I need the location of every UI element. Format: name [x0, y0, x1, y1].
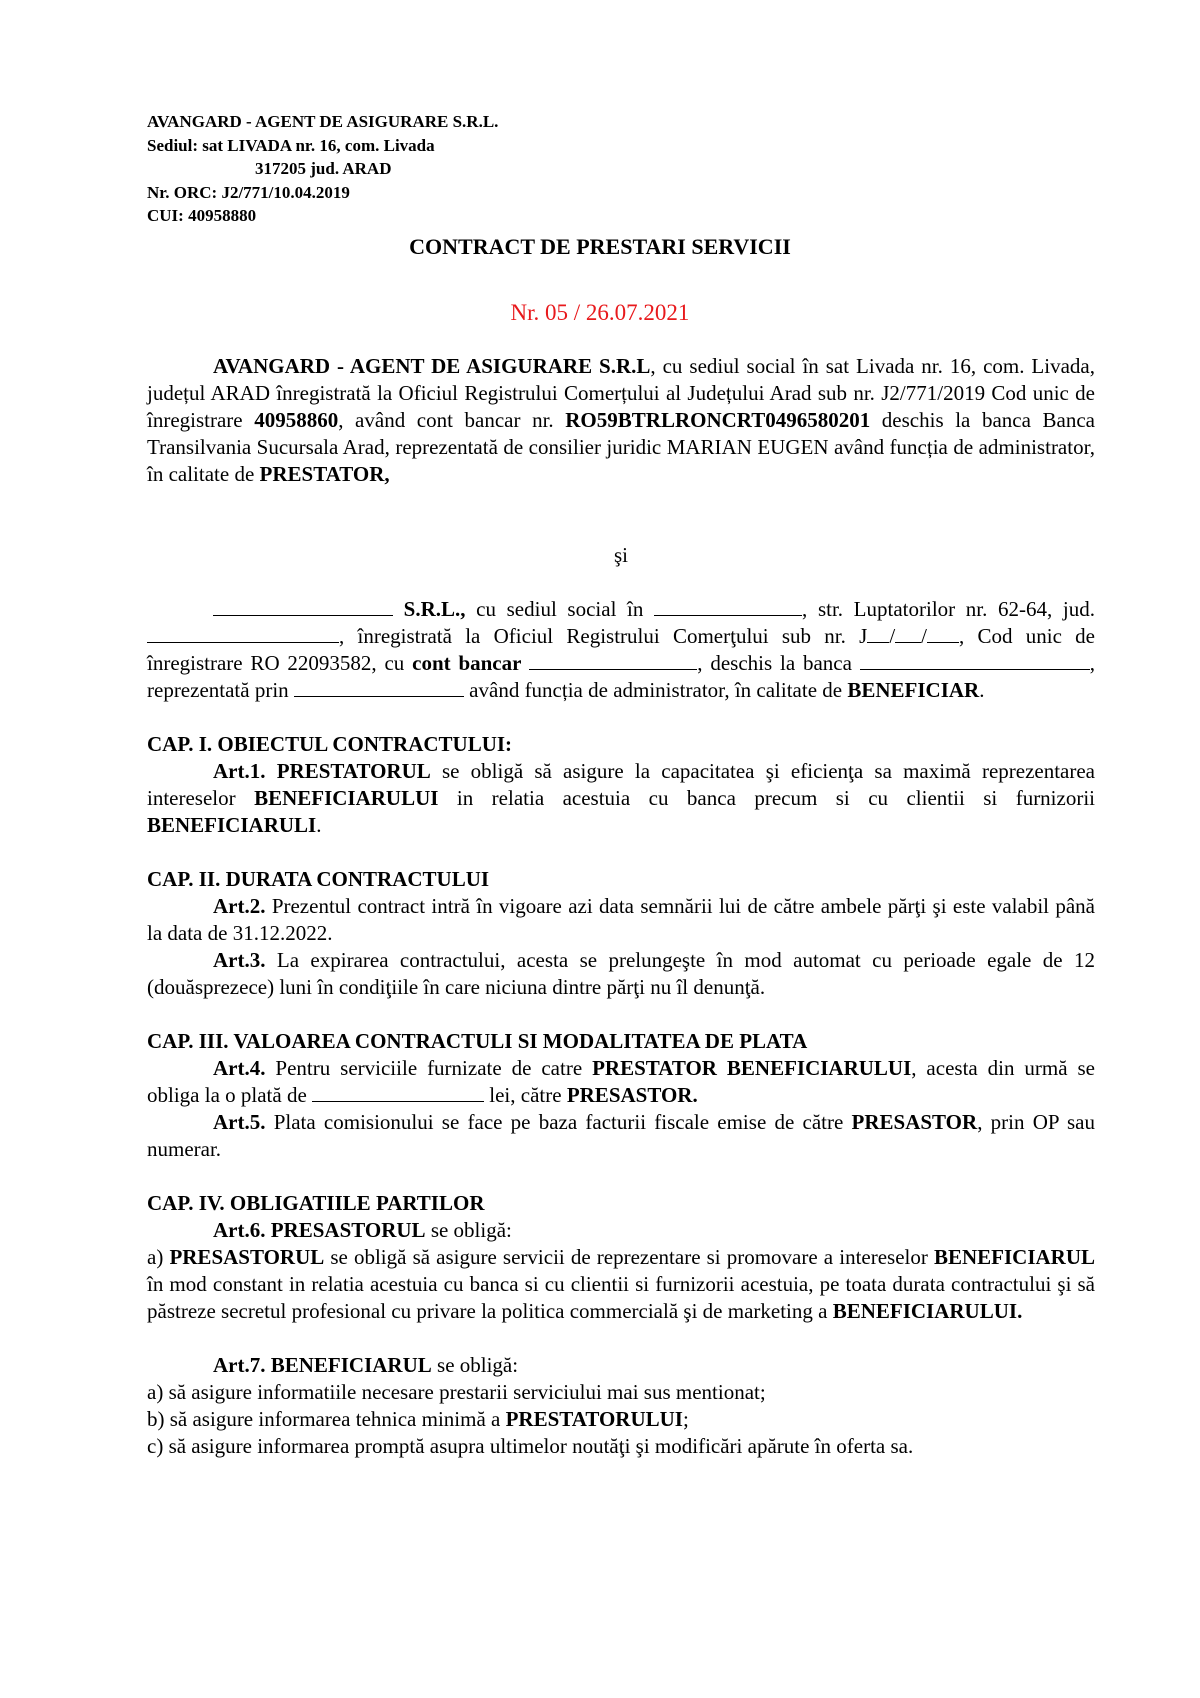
company-postal: 317205 jud. ARAD — [255, 159, 392, 178]
blank-amount — [312, 1082, 484, 1102]
prestator-paragraph — [147, 353, 1095, 488]
blank-cont-bancar — [529, 650, 697, 670]
art4-text: Pentru serviciile furnizate de catre — [265, 1056, 593, 1080]
beneficiar-text: . — [979, 678, 985, 702]
blank-sediu — [654, 596, 802, 616]
art4-bold: PRESTATOR BENEFICIARULUI — [592, 1056, 912, 1080]
art6-bold: BENEFICIARUL — [933, 1245, 1095, 1269]
art4-paragraph — [147, 1055, 1095, 1109]
document-body — [147, 353, 1095, 1460]
art5-text: Plata comisionului se face pe baza facturii fiscale emise de către — [265, 1110, 852, 1134]
art2-paragraph — [147, 893, 1095, 947]
art1-paragraph — [147, 758, 1095, 839]
art5-label: Art.5. — [213, 1110, 266, 1134]
prestator-cui: 40958860 — [254, 408, 339, 432]
art2-label: Art.2. — [213, 894, 266, 918]
art1-label: Art.1. — [213, 759, 266, 783]
art4-label: Art.4. — [213, 1056, 266, 1080]
prestator-text: , cu sediul social în sat Livada nr. 16, com. Livada, județul ARAD înregistrată la Oficiul Registrului Comerțului al Județului Arad sub nr. J2/771/2019 Cod unic de înregistrare — [147, 354, 1095, 432]
prestator-text: deschis la banca Banca Transilvania Sucursala Arad, reprezentată de consilier juridic MARIAN EUGEN având funcția de administrator, în calitate de — [147, 408, 1095, 486]
art1-beneficiar: BENEFICIARULUI — [254, 786, 439, 810]
blank-banca — [860, 650, 1090, 670]
cap1-title: CAP. I. OBIECTUL CONTRACTULUI: — [147, 732, 513, 756]
blank-orc-3 — [927, 623, 959, 643]
art7-item-a: a) să asigure informatiile necesare prestarii serviciului mai sus mentionat; — [147, 1380, 766, 1404]
beneficiar-text: , deschis la banca — [697, 651, 860, 675]
art4-bold: PRESASTOR. — [566, 1083, 698, 1107]
art7-bold: PRESTATORULUI — [505, 1407, 683, 1431]
art3-text: La expirarea contractului, acesta se prelungeşte în mod automat cu perioade egale de 12 (douăsprezece) luni în condiţiile în care niciuna dintre părţi nu îl denunţă. — [147, 948, 1095, 999]
blank-company-name — [213, 596, 393, 616]
company-cui: CUI: 40958880 — [147, 206, 257, 225]
beneficiar-text: , str. Luptatorilor nr. 62-64, jud. — [802, 597, 1095, 621]
beneficiar-srl: S.R.L., — [403, 597, 466, 621]
art7-text: se obligă: — [431, 1353, 519, 1377]
beneficiar-paragraph — [147, 596, 1095, 704]
art6-text: în mod constant in relatia acestuia cu banca si cu clientii si furnizorii acestuia, pe toata durata contractului şi să păstreze secretul profesional cu privare la politica commercială şi de marketing a — [147, 1272, 1095, 1323]
art6-bold: PRESASTORUL — [169, 1245, 325, 1269]
art6-text: se obligă: — [425, 1218, 512, 1242]
art2-text: Prezentul contract intră în vigoare azi data semnării lui de către ambele părţi şi este valabil până la data de 31.12.2022. — [147, 894, 1095, 945]
beneficiar-role: BENEFICIAR — [847, 678, 980, 702]
prestator-iban: RO59BTRLRONCRT0496580201 — [565, 408, 871, 432]
art4-text: , acesta din urmă se obliga la o plată de — [147, 1056, 1095, 1107]
art5-text: , prin OP sau numerar. — [147, 1110, 1095, 1161]
blank-judet — [147, 623, 339, 643]
art6-text: a) — [147, 1245, 170, 1269]
contract-number: Nr. 05 / 26.07.2021 — [510, 300, 690, 325]
beneficiar-text: / — [889, 624, 896, 648]
cap2-title: CAP. II. DURATA CONTRACTULUI — [147, 867, 490, 891]
art3-paragraph — [147, 947, 1095, 1001]
blank-orc-2 — [895, 623, 921, 643]
art7-item-b — [147, 1406, 1095, 1433]
company-orc: Nr. ORC: J2/771/10.04.2019 — [147, 182, 350, 202]
company-address: Sediul: sat LIVADA nr. 16, com. Livada — [147, 135, 435, 155]
art1-subject: PRESTATORUL — [276, 759, 431, 783]
art7-heading — [147, 1352, 1095, 1379]
art7-label: Art.7. BENEFICIARUL — [213, 1353, 432, 1377]
art6-text: se obligă să asigure servicii de reprezentare si promovare a intereselor — [324, 1245, 934, 1269]
conjunction-si: şi — [613, 543, 628, 567]
cap3-title: CAP. III. VALOAREA CONTRACTULI SI MODALITATEA DE PLATA — [147, 1029, 808, 1053]
art7-text: b) să asigure informarea tehnica minimă a — [147, 1407, 506, 1431]
document-title: CONTRACT DE PRESTARI SERVICII — [409, 234, 791, 259]
art6-item-a — [147, 1244, 1095, 1325]
art1-text: in relatia acestuia cu banca precum si cu clientii si furnizorii — [438, 786, 1096, 810]
company-name: AVANGARD - AGENT DE ASIGURARE S.R.L. — [147, 112, 499, 131]
beneficiar-text: , reprezentată prin — [147, 651, 1095, 702]
prestator-text: , având cont bancar nr. — [338, 408, 566, 432]
blank-orc-1 — [867, 623, 889, 643]
prestator-company: AVANGARD - AGENT DE ASIGURARE S.R.L — [213, 354, 651, 378]
cap4-title: CAP. IV. OBLIGATIILE PARTILOR — [147, 1191, 485, 1215]
art1-text: se obligă să asigure la capacitatea şi eficienţa sa maximă reprezentarea intereselor — [147, 759, 1096, 810]
art7-item-c: c) să asigure informarea promptă asupra ultimelor noutăţi şi modificări apărute în oferta sa. — [147, 1434, 914, 1458]
art7-text: ; — [682, 1407, 689, 1431]
art1-beneficiar: BENEFICIARULI — [147, 813, 317, 837]
art3-label: Art.3. — [213, 948, 266, 972]
art4-text: lei, către — [484, 1083, 567, 1107]
art1-text: . — [316, 813, 322, 837]
art5-paragraph — [147, 1109, 1095, 1163]
art5-bold: PRESASTOR — [851, 1110, 978, 1134]
company-header — [147, 110, 747, 228]
art6-label: Art.6. PRESASTORUL — [213, 1218, 426, 1242]
blank-reprezentant — [294, 677, 464, 697]
beneficiar-text: , înregistrată la Oficiul Registrului Comerţului sub nr. J — [339, 624, 868, 648]
prestator-role: PRESTATOR, — [259, 462, 390, 486]
beneficiar-text: / — [921, 624, 927, 648]
beneficiar-text: având funcția de administrator, în calitate de — [463, 678, 848, 702]
art6-heading — [147, 1217, 1095, 1244]
cont-bancar-label: cont bancar — [412, 651, 522, 675]
art6-bold: BENEFICIARULUI. — [832, 1299, 1023, 1323]
beneficiar-text: , Cod unic de înregistrare RO 22093582, cu — [147, 624, 1095, 675]
beneficiar-text: cu sediul social în — [465, 597, 655, 621]
